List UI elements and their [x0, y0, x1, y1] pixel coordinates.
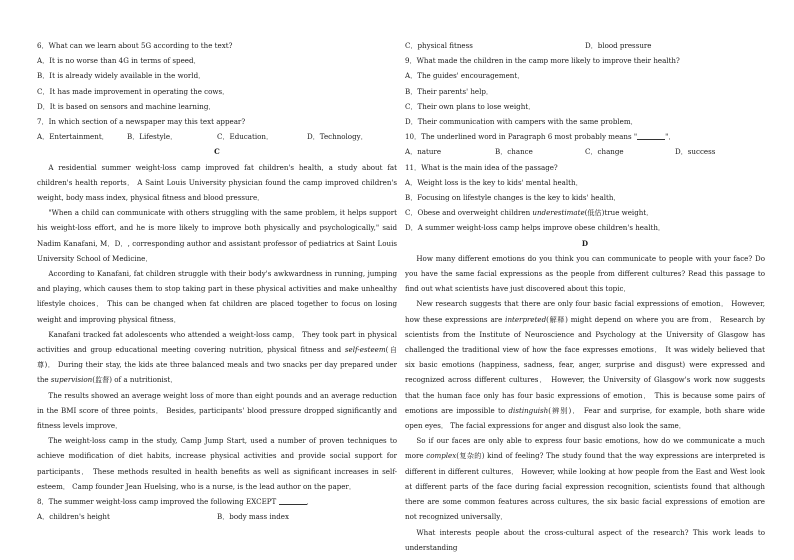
passage-c-paragraph-3: According to Kanafani, fat children struggle with their body's awkwardness in running, jumping and playing, which causes them to stop taking part in these physical activities and make unhealthy lifestyle choices． This can be changed when fat children are placed together to focus on losing weight and improving physical fitness． [37, 269, 397, 324]
q10-option-a: A．nature [405, 147, 442, 157]
passage-c-paragraph-2: "When a child can communicate with others struggling with the same problem, it helps support his weight-loss effort, and he is more likely to improve both physically and psychologically," said Nadim Kanafani, M．D．, corresponding author and assistant professor of pediatrics at Saint Louis University School of Medicine． [37, 208, 397, 263]
q7-stem: 7．In which section of a newspaper may this text appear? [37, 117, 246, 127]
q10-stem [405, 129, 765, 144]
q10-stem-text: 10．The underlined word in Paragraph 6 most probably means " [405, 132, 638, 142]
q7-option-b: B．Lifestyle． [127, 132, 178, 142]
passage-c-paragraph-6: The weight-loss camp in the study, Camp Jump Start, used a number of proven techniques to achieve modification of diet habits, increase physical activities and provide social support for participants． These methods resulted in health benefits as well as significant increases in self-esteem． Camp founder Jean Huelsing, who is a nurse, is the lead author on the paper． [37, 436, 397, 491]
q7-option-d: D．Technology． [307, 132, 368, 142]
q9-option-c: C．Their own plans to lose weight． [405, 101, 536, 111]
q11-option-a: A．Weight loss is the key to kids' mental health． [405, 177, 583, 187]
supervision-gloss: (监督) [92, 375, 112, 385]
q7-option-c: C．Education． [217, 132, 274, 142]
supervision-term: supervision [50, 375, 93, 385]
q6-stem: 6．What can we learn about 5G according to the text? [37, 41, 233, 50]
distinguish-gloss: (辨别) [548, 405, 572, 415]
q6-option-d: D．It is based on sensors and machine learning． [37, 101, 216, 111]
q8-stem-end: ． [306, 497, 314, 507]
q9-option-d: D．Their communication with campers with the same problem． [405, 117, 638, 127]
q10-option-d: D．success [675, 147, 716, 157]
d-para2-text-b: might depend on where you are from． Research by scientists from the Institute of Neuroscience and Psychology at the University of Glasgow has challenged the traditional view of how the face expresses emotions． It was widely believed that six basic emotions (happiness, sadness, fear, anger, surprise and disgust) were expressed and recognized across different cultures． However, the University of Glasgow's work now suggests that the human face only has four basic expressions of emotion． This is because some pairs of emotions are impossible to [405, 314, 765, 415]
q8-answer-blank [279, 496, 307, 505]
left-column [37, 38, 397, 525]
q11-option-d: D．A summer weight-loss camp helps improve obese children's health． [405, 223, 665, 233]
underestimate-term: underestimate [532, 208, 585, 218]
q9-option-a: A．The guides' encouragement． [405, 71, 525, 81]
passage-c-heading: C [214, 147, 220, 157]
d-para3-text-a: So if our faces are only able to express four basic emotions, how do we communicate a much more [405, 436, 765, 461]
q9-option-b: B．Their parents' help． [405, 86, 494, 96]
self-esteem-gloss: (自尊) [37, 345, 397, 370]
passage-c-paragraph-4 [37, 327, 397, 388]
q6-option-b: B．It is already widely available in the world． [37, 71, 206, 81]
q10-stem-end: "． [665, 132, 676, 142]
underestimate-gloss: (低估) [584, 208, 605, 218]
q11-option-c-text-a: C．Obese and overweight children [405, 208, 533, 218]
complex-term: complex [426, 451, 457, 461]
q8-option-b: B．body mass index [217, 512, 289, 522]
passage-d-heading: D [581, 238, 589, 248]
q8-option-d: D．blood pressure [585, 41, 652, 50]
self-esteem-term: self-esteem [344, 345, 386, 355]
right-column [405, 38, 765, 555]
q8-stem [37, 494, 397, 509]
d-para2-text-a: New research suggests that there are only four basic facial expressions of emotion． However, how these expressions are [405, 299, 765, 324]
q9-stem: 9．What made the children in the camp more likely to improve their health? [405, 56, 680, 66]
passage-d-paragraph-3 [405, 433, 765, 524]
q8-option-a: A．children's height [37, 512, 110, 522]
q10-options [405, 144, 765, 159]
q8-option-c: C．physical fitness [405, 41, 473, 50]
q11-option-b: B．Focusing on lifestyle changes is the key to kids' health． [405, 193, 621, 203]
q10-option-c: C．change [585, 147, 624, 157]
interpreted-gloss: (解释) [546, 314, 568, 324]
q7-option-a: A．Entertainment． [37, 132, 109, 142]
q8-stem-text: 8．The summer weight-loss camp improved the following EXCEPT [37, 497, 279, 507]
c-para4-text-c: of a nutritionist． [111, 375, 178, 385]
passage-c-paragraph-5: The results showed an average weight loss of more than eight pounds and an average reduction in the BMI score of three points． Besides, participants' blood pressure dropped significantly and fitness levels improve． [37, 390, 397, 431]
interpreted-term: interpreted [505, 314, 547, 324]
passage-d-paragraph-4: What interests people about the cross-cultural aspect of the research? This work leads to understanding [405, 527, 765, 552]
q8-options-ab [37, 509, 397, 524]
c-para4-text-b: ． During their stay, the kids ate three balanced meals and two snacks per day prepared under the [37, 360, 397, 385]
complex-gloss: (复杂的) [456, 451, 485, 461]
q10-answer-blank [637, 131, 665, 140]
c-para4-text-a: Kanafani tracked fat adolescents who attended a weight-loss camp． They took part in physical activities and group educational meeting covering nutrition, physical fitness and [37, 329, 397, 355]
d-para3-text-b: kind of feeling? The study found that the way expressions are interpreted is different in different cultures． However, while looking at how people from the East and West look at different parts of the face during facial expression recognition, scientists found that although there are some common features across cultures, the six basic facial expressions of emotion are not recognized universally． [405, 451, 765, 522]
q7-options [37, 129, 397, 144]
passage-d-paragraph-1: How many different emotions do you think you can communicate to people with your face? Do you have the same facial expressions as the people from different cultures? Read this passage to find out what scientists have just discovered about this topic． [405, 253, 765, 294]
distinguish-term: distinguish [508, 405, 549, 415]
q11-stem: 11．What is the main idea of the passage? [405, 162, 558, 172]
q6-option-c: C．It has made improvement in operating the cows． [37, 86, 230, 96]
q6-option-a: A．It is no worse than 4G in terms of speed． [37, 56, 201, 66]
d-para2-text-c: ． Fear and surprise, for example, both share wide open eyes． The facial expressions for anger and disgust also look the same． [405, 405, 765, 431]
q11-option-c [405, 205, 765, 220]
q10-option-b: B．chance [495, 147, 533, 157]
q11-option-c-text-b: true weight． [604, 208, 654, 218]
passage-d-paragraph-2 [405, 296, 765, 433]
q8-options-cd [405, 38, 765, 53]
passage-c-paragraph-1: A residential summer weight-loss camp improved fat children's health, a study about fat children's health reports． A Saint Louis University physician found the camp improved children's weight, body mass index, physical fitness and blood pressure． [37, 162, 397, 203]
